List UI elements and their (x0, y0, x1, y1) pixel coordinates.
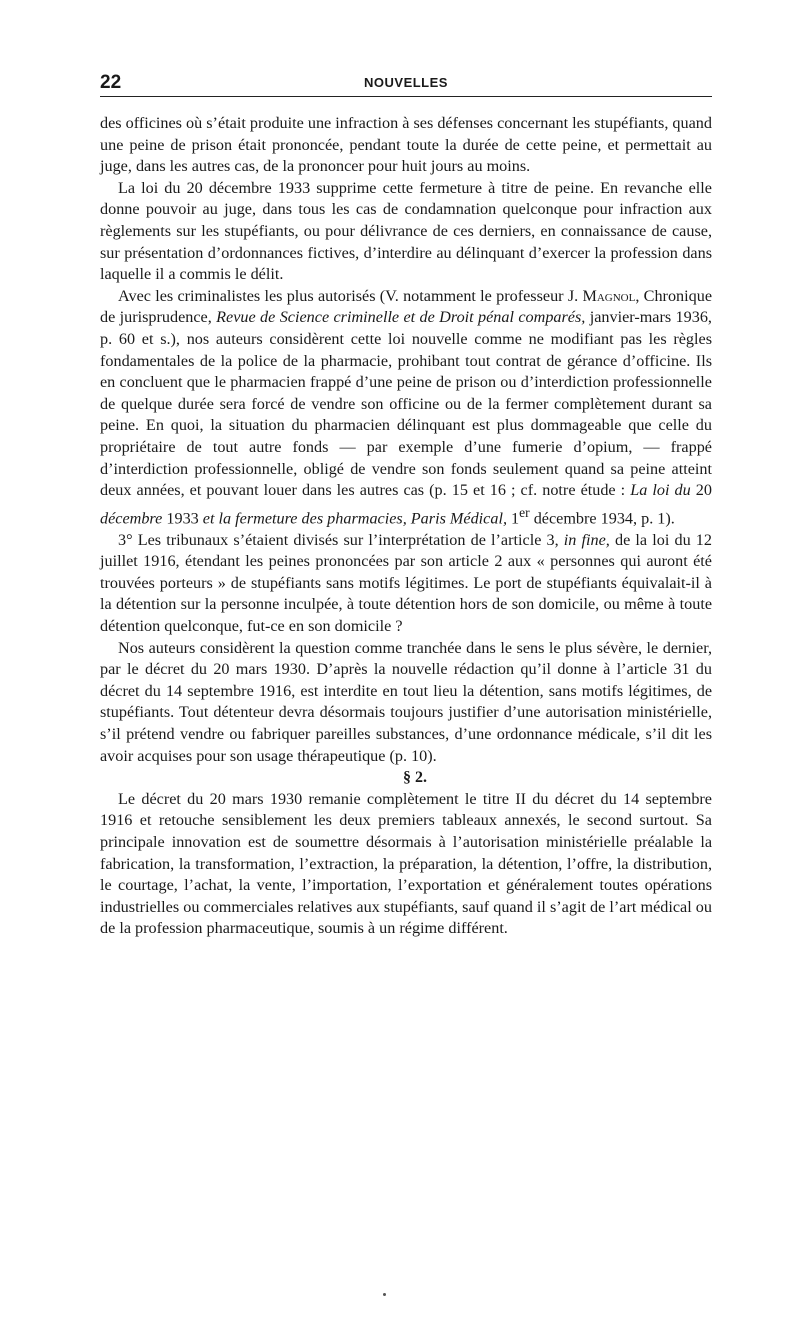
text-run: janvier-mars 1936, p. 60 et s.), nos auteurs considèrent cette loi nouvelle comme ne modifiant pas les règles fondamentales de la police de la pharmacie, prohibant tout contrat de gérance d’officine. Ils en concluent que le pharmacien frappé d’une peine de prison ou d’interdiction professionnelle de quelque durée sera forcé de vendre son officine ou de la fermer complètement durant sa peine. En quoi, la situation du pharmacien délinquant est plus dommageable que celle du propriétaire de tout autre fonds — par exemple d’une fumerie d’opium, — frappé d’interdiction professionnelle, obligé de vendre son fonds seulement quand sa peine atteint deux années, et pouvant louer dans les autres cas (p. 15 et 16 ; cf. notre étude : (100, 308, 712, 500)
page-header (100, 70, 712, 97)
study-title: décembre (100, 509, 163, 528)
paragraph-5: Nos auteurs considèrent la question comme tranchée dans le sens le plus sévère, le dernier, par le décret du 20 mars 1930. D’après la nouvelle rédaction qu’il donne à l’article 31 du décret du 14 septembre 1916, est interdite en tout lieu la détention, sans motifs légitimes, de stupéfiants. Tout détenteur devra désormais toujours justifier d’une autorisation ministérielle, s’il prétend vendre ou fabriquer pareilles substances, d’une ordonnance médicale, s’il dit les avoir acquises pour son usage thérapeutique (p. 10). (100, 638, 712, 765)
text-run: 1933 (162, 509, 203, 528)
paragraph-6: Le décret du 20 mars 1930 remanie complètement le titre II du décret du 14 septembre 1916 et retouche sensiblement les deux premiers tableaux annexés, le second surtout. Sa principale innovation est de soumettre désormais à l’autorisation ministérielle préalable la fabrication, la transformation, l’extraction, la préparation, la détention, l’offre, la distribution, le courtage, l’achat, la vente, l’importation, l’exportation et généralement toutes opérations industrielles ou commerciales relatives aux stupéfiants, sauf quand il s’agit de l’art médical ou de la profession pharmaceutique, soumis à un régime différent. (100, 789, 712, 938)
text-run: de la loi du 12 juillet 1916, étendant les peines prononcées par son article 2 aux « personnes qui auront été trouvées porteurs » de stupéfiants sans motifs légitimes. Le port de stupéfiants équivalait-il à la détention sur la personne inculpée, à toute détention hors de son domicile, ou même à toute détention quelconque, fut-ce en son domicile ? (100, 530, 712, 636)
print-speck (383, 1293, 386, 1296)
paragraph-3 (100, 286, 712, 530)
author-name: Magnol (582, 286, 636, 305)
study-title: et la fermeture des pharmacies, Paris Médical, (202, 509, 507, 528)
journal-title: Revue de Science criminelle et de Droit pénal comparés, (216, 308, 586, 327)
paragraph-1: des officines où s’était produite une infraction à ses défenses concernant les stupéfiants, quand une peine de prison était prononcée, pendant toute la durée de cette peine, et permettait au juge, dans les autres cas, de la prononcer pour huit jours au moins. (100, 114, 712, 176)
text-run: décembre 1934, p. 1). (529, 509, 675, 528)
latin-phrase: in fine, (563, 530, 610, 549)
running-head: NOUVELLES (364, 75, 448, 90)
paragraph-2: La loi du 20 décembre 1933 supprime cette fermeture à titre de peine. En revanche elle donne pouvoir au juge, dans tous les cas de condamnation quelconque pour infraction aux règlements sur les stupéfiants, ou pour délivrance de ces derniers, en connaissance de cause, sur présentation d’ordonnances fictives, d’interdire au délinquant d’exercer la profession dans laquelle il a commis le délit. (100, 178, 712, 284)
body-text (100, 113, 712, 940)
text-run: , Chronique de jurisprudence, (100, 286, 712, 327)
paragraph-4 (100, 530, 712, 638)
page (100, 70, 712, 940)
superscript: er (519, 504, 530, 520)
study-title: La loi du (630, 481, 691, 500)
page-number: 22 (100, 72, 122, 93)
text-run: Avec les criminalistes les plus autorisés (V. notamment le professeur J. (118, 286, 583, 305)
section-heading: § 2. (403, 769, 427, 787)
text-run: 20 (690, 481, 712, 500)
text-run: 3° Les tribunaux s’étaient divisés sur l’interprétation de l’article 3, (118, 530, 564, 549)
text-run: 1 (507, 509, 520, 528)
